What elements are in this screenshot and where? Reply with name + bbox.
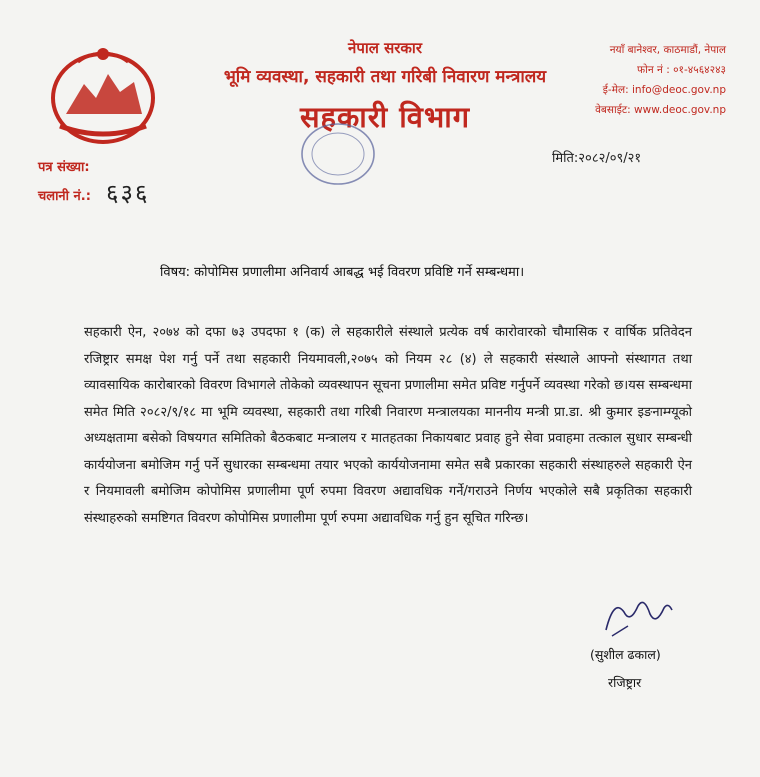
letterhead [175,38,595,136]
patra-label: पत्र संख्या: [38,160,90,175]
signature-icon [598,590,678,640]
phone: फोन नं : ०१-४५६४२४३ [637,64,726,76]
signatory-title: रजिष्ट्रार [608,675,642,690]
government-name: नेपाल सरकार [348,39,422,57]
ministry-name: भूमि व्यवस्था, सहकारी तथा गरिबी निवारण मन्त्रालय [223,67,547,87]
signatory-name: (सुशील ढकाल) [590,647,661,662]
department-name: सहकारी विभाग [299,100,471,134]
website: वेबसाईट: www.deoc.gov.np [595,104,726,116]
email: ई-मेल: info@deoc.gov.np [602,84,726,96]
subject-line: विषय: कोपोमिस प्रणालीमा अनिवार्य आबद्ध भई विवरण प्रविष्टि गर्ने सम्बन्धमा। [160,265,525,280]
contact-block [566,40,726,120]
chalani-label: चलानी नं.: [38,189,91,204]
letter-date: मिति:२०८२/०९/२१ [552,151,642,166]
letter-body: सहकारी ऐन, २०७४ को दफा ७३ उपदफा १ (क) ले सहकारीले संस्थाले प्रत्येक वर्ष कारोवारको चौमासिक र वार्षिक प्रतिवेदन रजिष्ट्रार समक्ष पेश गर्नु पर्ने तथा सहकारी नियमावली,२०७५ को नियम २८ (४) ले सहकारी संस्थाले आफ्नो संस्थागत तथा व्यावसायिक कारोबारको विवरण विभागले तोकेको व्यवस्थापन सूचना प्रणालीमा समेत प्रविष्ट गर्नुपर्ने व्यवस्था गरेको छ।यस सम्बन्धमा समेत मिति २०८२/९/१८ मा भूमि व्यवस्था, सहकारी तथा गरिबी निवारण मन्त्रालयका माननीय मन्त्री प्रा.डा. श्री कुमार इङनाम्ग्यूको अध्यक्षतामा बसेको विषयगत समितिको बैठकबाट मन्त्रालय र मातहतका निकायबाट प्रवाह हुने सेवा प्रवाहमा तत्काल सुधार सम्बन्धी कार्ययोजना बमोजिम गर्नु पर्ने सुधारका सम्बन्धमा तयार भएको कार्ययोजनामा समेत सबै प्रकारका सहकारी संस्थाहरुले सहकारी ऐन र नियमावली बमोजिम कोपोमिस प्रणालीमा पूर्ण रुपमा विवरण अद्यावधिक गर्ने/गराउने निर्णय भएकोले सबै प्रकृतिका सहकारी संस्थाहरुको समष्टिगत विवरण कोपोमिस प्रणालीमा पूर्ण रुपमा अद्यावधिक गर्नु हुन सूचित गरिन्छ। [84,325,692,526]
office-stamp-icon [298,118,378,190]
address: नयाँ बानेश्वर, काठमाडौं, नेपाल [609,44,726,56]
chalani-number: ६३६ [106,179,150,207]
nepal-emblem-icon [38,40,168,152]
